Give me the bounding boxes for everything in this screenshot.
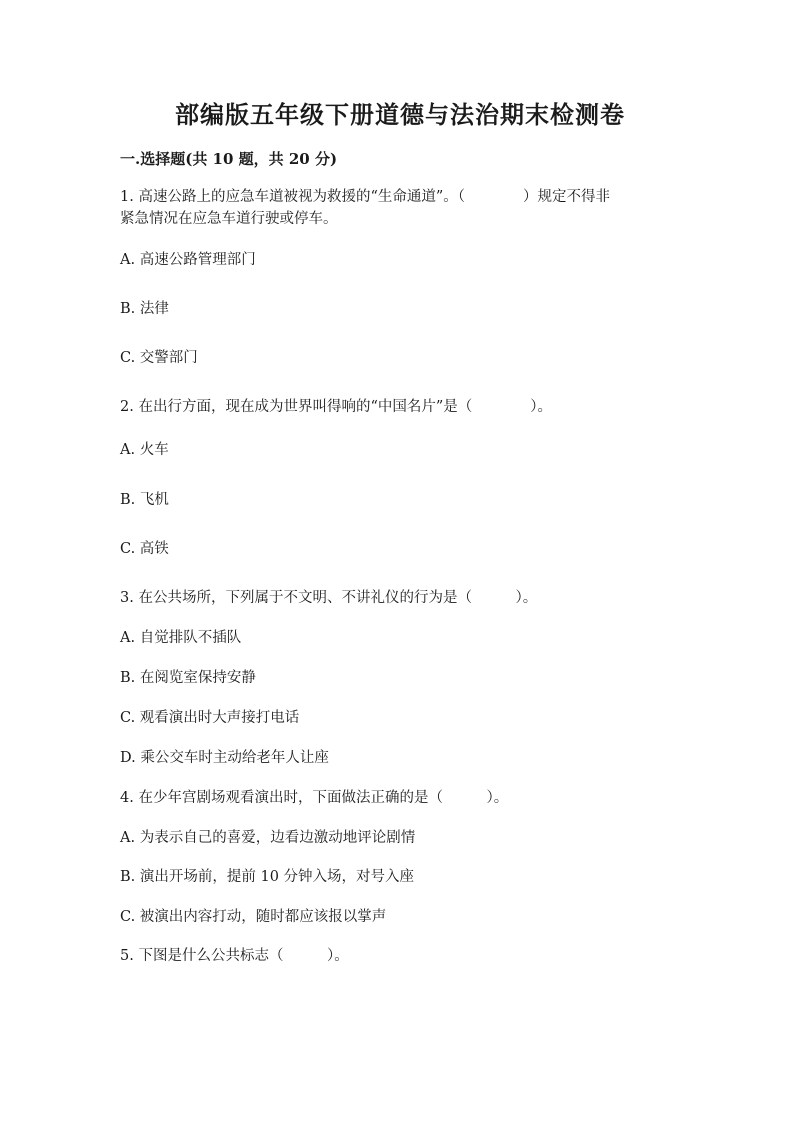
page-title: 部编版五年级下册道德与法治期末检测卷 bbox=[175, 100, 625, 129]
question-4-option-c: C. 被演出内容打动，随时都应该报以掌声 bbox=[120, 909, 387, 925]
section-heading: 一.选择题(共 10 题，共 20 分) bbox=[120, 150, 338, 168]
question-3-option-c: C. 观看演出时大声接打电话 bbox=[120, 710, 300, 726]
question-3-option-a: A. 自觉排队不插队 bbox=[120, 630, 242, 646]
question-1-option-a: A. 高速公路管理部门 bbox=[120, 252, 256, 268]
question-5-stem: 5. 下图是什么公共标志（ ）。 bbox=[120, 948, 349, 964]
question-3-option-b: B. 在阅览室保持安静 bbox=[120, 670, 256, 686]
question-1-stem-line-1: 1. 高速公路上的应急车道被视为救援的“生命通道”。（ ）规定不得非 bbox=[120, 189, 611, 205]
question-4-option-b: B. 演出开场前，提前 10 分钟入场，对号入座 bbox=[120, 869, 415, 885]
question-1-option-b: B. 法律 bbox=[120, 301, 169, 317]
question-2-option-c: C. 高铁 bbox=[120, 541, 169, 557]
question-4-option-a: A. 为表示自己的喜爱，边看边激动地评论剧情 bbox=[120, 830, 416, 846]
question-3-stem: 3. 在公共场所，下列属于不文明、不讲礼仪的行为是（ ）。 bbox=[120, 590, 538, 606]
question-1-stem-line-2: 紧急情况在应急车道行驶或停车。 bbox=[120, 211, 338, 227]
question-4-stem: 4. 在少年宫剧场观看演出时，下面做法正确的是（ ）。 bbox=[120, 790, 509, 806]
question-2-stem: 2. 在出行方面，现在成为世界叫得响的“中国名片”是（ ）。 bbox=[120, 399, 553, 415]
question-2-option-a: A. 火车 bbox=[120, 442, 169, 458]
question-1-option-c: C. 交警部门 bbox=[120, 350, 198, 366]
question-2-option-b: B. 飞机 bbox=[120, 492, 169, 508]
question-3-option-d: D. 乘公交车时主动给老年人让座 bbox=[120, 750, 329, 766]
